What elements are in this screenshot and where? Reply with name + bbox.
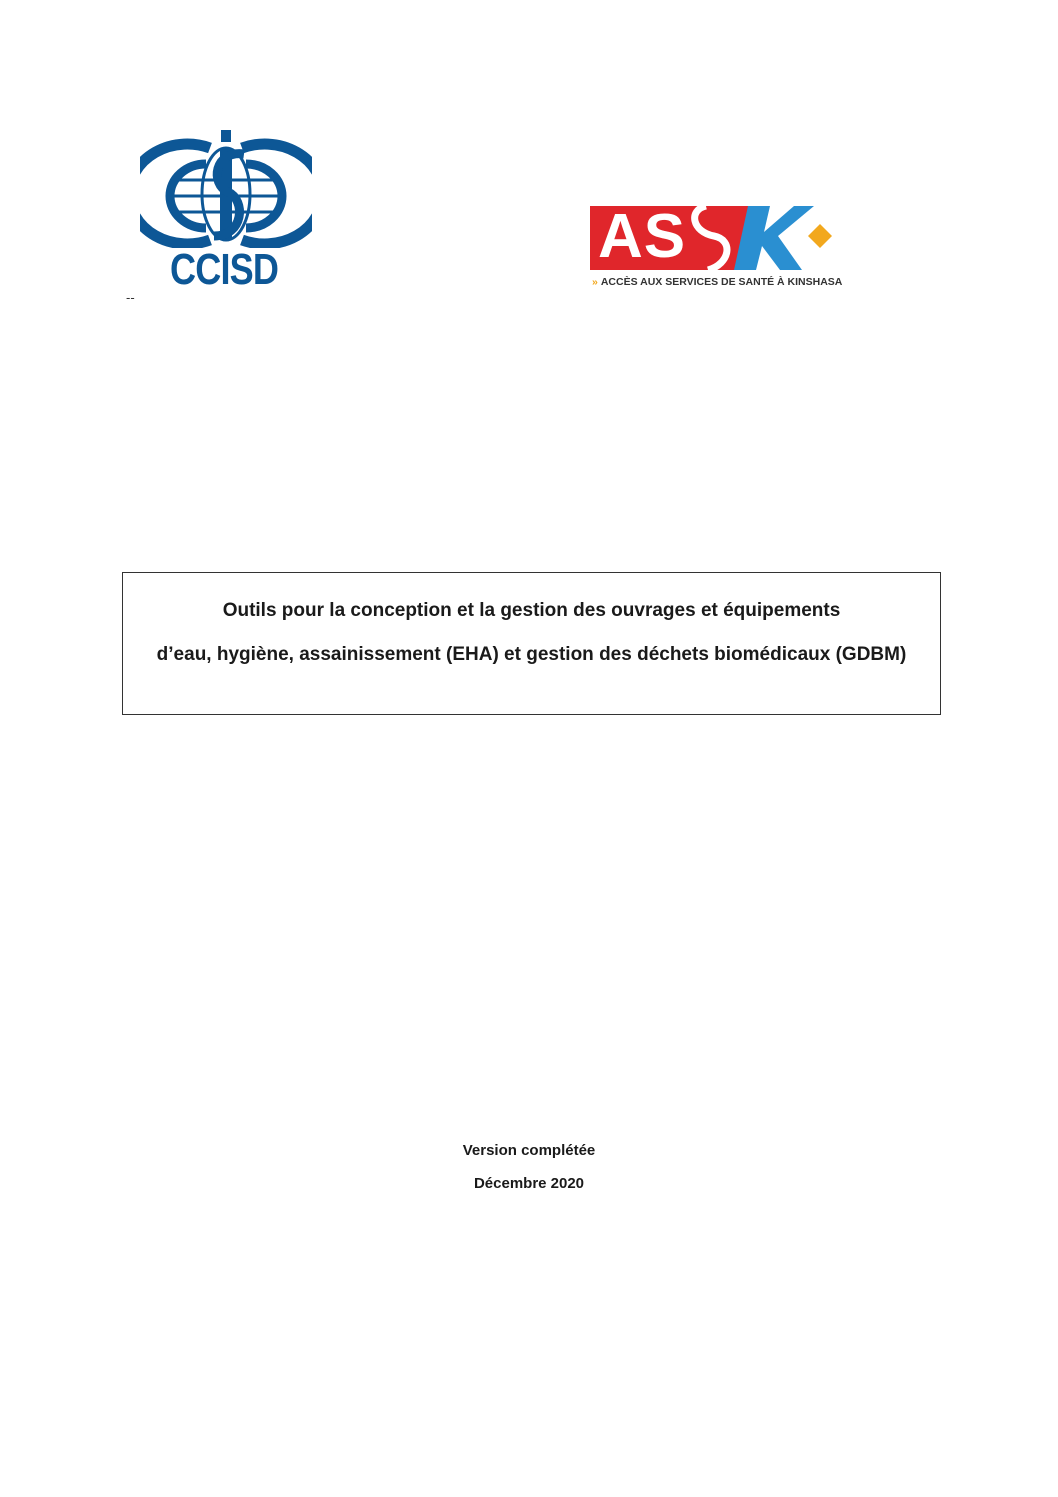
title-line-1: Outils pour la conception et la gestion des ouvrages et équipements (222, 600, 841, 621)
date-label: Décembre 2020 (473, 1175, 585, 1192)
assk-tagline (592, 276, 843, 288)
header-mark: -- (126, 290, 135, 305)
assk-tagline-text: ACCÈS AUX SERVICES DE SANTÉ À KINSHASA (600, 276, 843, 288)
assk-logo (588, 202, 843, 294)
ccisd-globe-icon (140, 128, 312, 248)
version-label: Version complétée (462, 1142, 596, 1159)
ccisd-wordmark: CCISD (170, 245, 279, 294)
title-box (122, 572, 941, 715)
ccisd-logo (140, 128, 312, 296)
chevron-right-icon: » (592, 276, 598, 288)
title-line-2: d’eau, hygiène, assainissement (EHA) et gestion des déchets biomédicaux (GDBM) (156, 644, 907, 665)
assk-letters: AS (598, 202, 687, 271)
